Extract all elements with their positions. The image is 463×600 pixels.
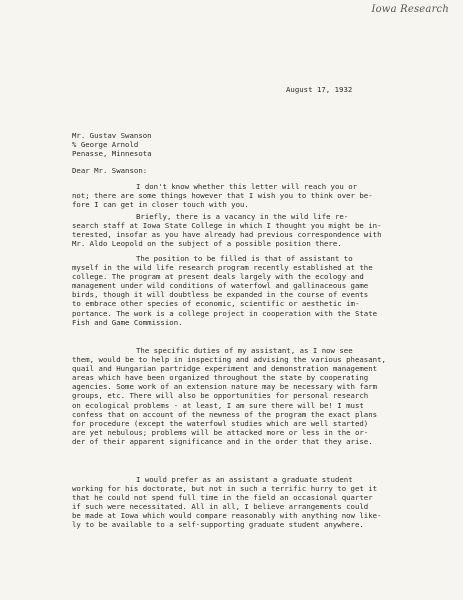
paragraph-line: der of their apparent significance and in the order that they arise. bbox=[72, 436, 373, 446]
paragraph-line: The position to be filled is that of assistant to bbox=[136, 254, 353, 263]
paragraph-line: be made at Iowa which would compare reasonably with anything now like- bbox=[72, 511, 382, 521]
paragraph-5 bbox=[72, 475, 417, 530]
address-line: % George Arnold bbox=[72, 140, 139, 150]
paragraph-2 bbox=[72, 212, 417, 248]
paragraph-line: management under wild conditions of waterfowl and gallinaceous game bbox=[72, 281, 369, 291]
recipient-address bbox=[72, 131, 152, 158]
paragraph-line: terested, insofar as you have already had previous correspondence with bbox=[72, 230, 382, 240]
paragraph-line: myself in the wild life research program recently established at the bbox=[72, 263, 373, 273]
paragraph-line: for procedure (except the waterfowl studies which are well started) bbox=[72, 418, 369, 428]
paragraph-line: quail and Hungarian partridge experiment and demonstration management bbox=[72, 364, 378, 374]
address-line: Penasse, Minnesota bbox=[72, 149, 152, 159]
paragraph-line: if such were necessitated. All in all, I believe arrangements could bbox=[72, 502, 369, 512]
paragraph-line: areas which have been organized throughout the state by cooperating bbox=[72, 373, 369, 383]
paragraph-line: Fish and Game Commission. bbox=[72, 317, 183, 327]
paragraph-4 bbox=[72, 346, 417, 446]
paragraph-line: I don't know whether this letter will reach you or bbox=[136, 182, 358, 191]
paragraph-line: fore I can get in closer touch with you. bbox=[72, 200, 249, 210]
paragraph-line: are yet nebulous; problems will be attacked more or less in the or- bbox=[72, 427, 369, 437]
paragraph-line: portance. The work is a college project in cooperation with the State bbox=[72, 308, 378, 318]
paragraph-line: that he could not spend full time in the field an occasional quarter bbox=[72, 493, 373, 503]
paragraph-line: ly to be available to a self-supporting graduate student anywhere. bbox=[72, 520, 364, 530]
paragraph-line: to embrace other species of economic, scientific or aesthetic im- bbox=[72, 299, 360, 309]
address-line: Mr. Gustav Swanson bbox=[72, 131, 152, 140]
paragraph-3 bbox=[72, 254, 417, 327]
handwritten-annotation: Iowa Research bbox=[371, 4, 449, 15]
paragraph-line: college. The program at present deals largely with the ecology and bbox=[72, 272, 364, 282]
paragraph-line: birds, though it will doubtless be expanded in the course of events bbox=[72, 290, 369, 300]
paragraph-line: I would prefer as an assistant a graduate student bbox=[136, 475, 353, 484]
paragraph-line: on ecological problems - at least, I am sure there will be! I must bbox=[72, 400, 364, 410]
paragraph-line: agencies. Some work of an extension nature may be necessary with farm bbox=[72, 382, 378, 392]
paragraph-line: Mr. Aldo Leopold on the subject of a possible position there. bbox=[72, 239, 342, 249]
paragraph-line: search staff at Iowa State College in which I thought you might be in- bbox=[72, 221, 382, 231]
salutation: Dear Mr. Swanson: bbox=[72, 166, 148, 175]
paragraph-line: The specific duties of my assistant, as I now see bbox=[136, 346, 353, 355]
paragraph-line: them, would be to help in inspecting and advising the various pheasant, bbox=[72, 355, 386, 365]
paragraph-1 bbox=[72, 182, 417, 209]
paragraph-line: not; there are some things however that I wish you to think over be- bbox=[72, 191, 373, 201]
paragraph-line: confess that on account of the newness of the program the exact plans bbox=[72, 409, 378, 419]
paragraph-line: groups, etc. There will also be opportunities for personal research bbox=[72, 391, 369, 401]
paragraph-line: Briefly, there is a vacancy in the wild life re- bbox=[136, 212, 349, 221]
letter-date: August 17, 1932 bbox=[286, 85, 353, 94]
paragraph-line: working for his doctorate, but not in such a terrific hurry to get it bbox=[72, 484, 378, 494]
